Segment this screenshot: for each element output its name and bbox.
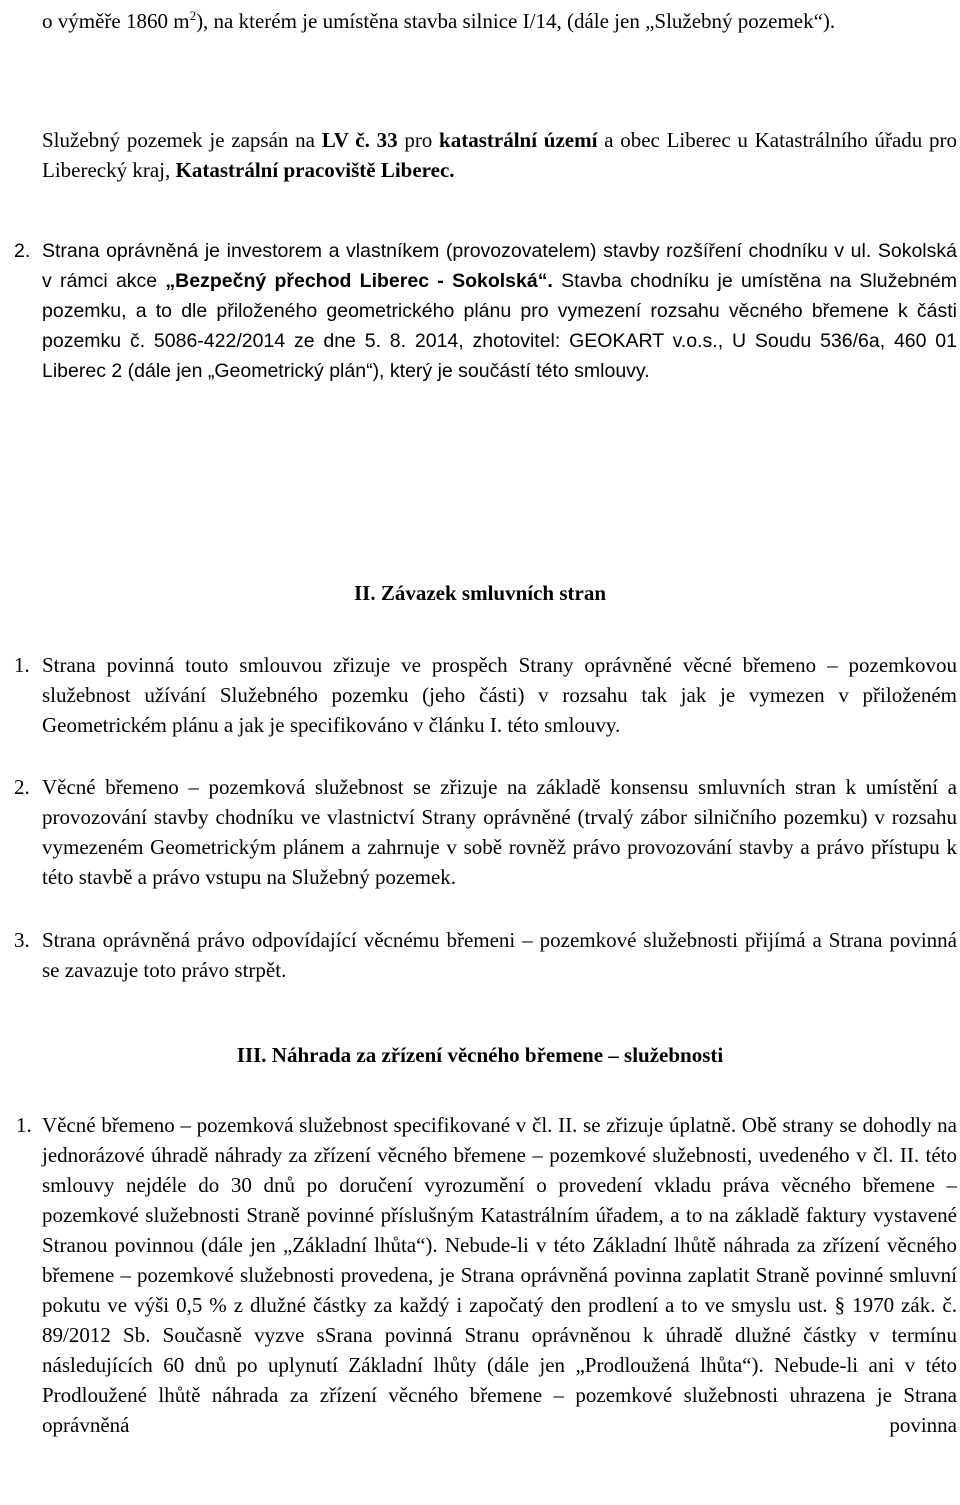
section-ii-item-1: Strana povinná touto smlouvou zřizuje ve prospěch Strany oprávněné věcné břemeno – pozemkovou služebnost užívání Služebného pozemku (jeho části) v rozsahu tak jak je vymezen v přiloženém Geometrickém plánu a jak je specifikováno v článku I. této smlouvy. <box>42 653 957 737</box>
section-iii-item-1-number: 1. <box>16 1113 32 1137</box>
section-ii-item-3-number: 3. <box>14 928 30 952</box>
reg-cadastral-office: Katastrální pracoviště Liberec. <box>175 158 455 182</box>
reg-text-c: pro <box>397 128 440 152</box>
registration-paragraph <box>42 125 957 185</box>
section-ii-item-3: Strana oprávněná právo odpovídající věcnému břemeni – pozemkové služebnosti přijímá a Strana povinná se zavazuje toto právo strpět. <box>42 928 957 982</box>
point2-text-b: Stavba chodníku je umístěna na Služebném pozemku, a to dle přiloženého geometrického plánu pro vymezení rozsahu věcného břemene k části pozemku č. 5086-422/2014 ze dne 5. 8. 2014, zhotovitel: GEOKART v.o.s., U Soudu 536/6a, 460 01 Liberec 2 (dále jen „Geometrický plán“), který je součástí této smlouvy. <box>42 270 957 382</box>
section-iii-title: III. Náhrada za zřízení věcného břemene – služebnosti <box>236 1043 724 1067</box>
reg-33: 33 <box>376 128 398 152</box>
intro-text-a: o výměře 1860 m <box>42 9 190 33</box>
section-ii-item-2: Věcné břemeno – pozemková služebnost se zřizuje na základě konsensu smluvních stran k umístění a provozování stavby chodníku ve vlastnictví Strany oprávněné (trvalý zábor silničního pozemku) v rozsahu vymezeném Geometrickým plánem a zahrnuje v sobě rovněž právo provozování stavby a právo přístupu k této stavbě a právo vstupu na Služebný pozemek. <box>42 775 957 889</box>
intro-paragraph <box>42 6 957 36</box>
point2-text-a: Strana oprávněná je investorem a vlastníkem (provozovatelem) stavby rozšíření chodníku v ul. Sokolská v rámci akce <box>42 240 957 292</box>
section-ii-item-1-number: 1. <box>14 653 30 677</box>
reg-cadastral-area: katastrální území <box>439 128 598 152</box>
reg-space <box>370 128 377 152</box>
reg-text-d: a obec Liberec u Katastrálního úřadu pro Liberecký kraj, <box>42 128 958 182</box>
reg-text-a: Služebný pozemek je zapsán na <box>42 128 322 152</box>
intro-superscript: 2 <box>189 8 197 23</box>
section-iii-item-1: Věcné břemeno – pozemková služebnost specifikované v čl. II. se zřizuje úplatně. Obě strany se dohodly na jednorázové úhradě náhrady za zřízení věcného břemene – pozemkové služebnosti, uvedeného v čl. II. této smlouvy nejdéle do 30 dnů po doručení vyrozumění o provedení vkladu práva věcného břemene – pozemkové služebnosti Straně povinné příslušným Katastrálním úřadem, a to na základě faktury vystavené Stranou povinnou (dále jen „Základní lhůta“). Nebude-li v této Základní lhůtě náhrada za zřízení věcného břemene – pozemkové služebnosti provedena, je Strana oprávněná povinna zaplatit Straně povinné smluvní pokutu ve výši 0,5 % z dlužné částky za každý i započatý den prodlení a to ve smyslu ust. § 1970 zák. č. 89/2012 Sb. Současně vyzve sSrana povinná Stranu oprávněnou k úhradě dlužné částky v termínu následujících 60 dnů po uplynutí Základní lhůty (dále jen „Prodloužená lhůta“). Nebude-li ani v této Prodloužené lhůtě náhrada za zřízení věcného břemene – pozemkové služebnosti uhrazena je Strana oprávněná povinna <box>42 1113 957 1437</box>
section-ii-item-2-number: 2. <box>14 775 30 799</box>
intro-text-b: ), na kterém je umístěna stavba silnice I/14, (dále jen „Služebný pozemek“). <box>196 9 836 33</box>
point2-paragraph <box>42 236 957 386</box>
point2-project-name: „Bezpečný přechod Liberec - Sokolská“. <box>165 270 553 292</box>
reg-lv: LV č. <box>321 128 370 152</box>
point2-number: 2. <box>14 240 31 262</box>
section-ii-title: II. Závazek smluvních stran <box>353 581 607 605</box>
